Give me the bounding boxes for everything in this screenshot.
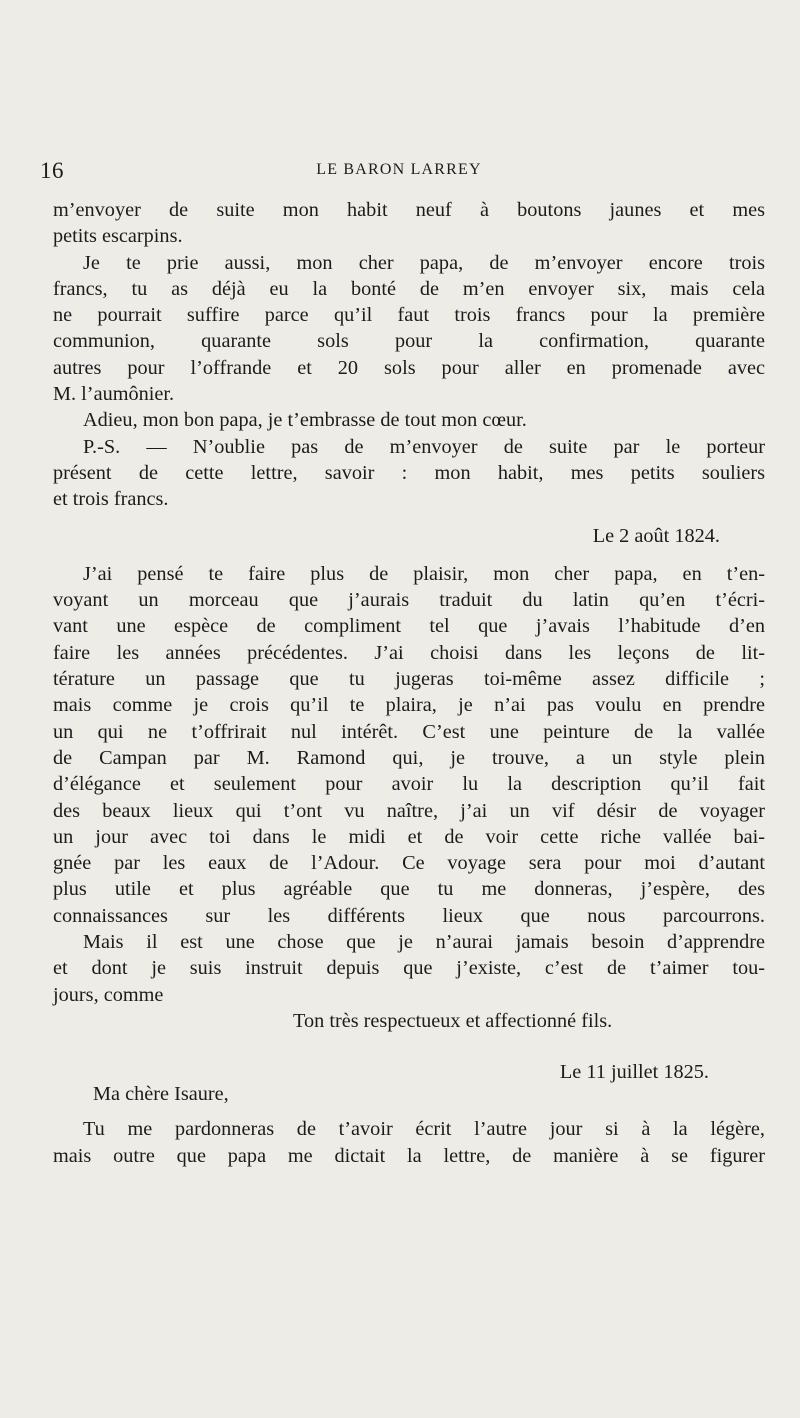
page-number: 16 [40, 158, 64, 183]
text-line: vant une espèce de compliment tel que j’avais l’habitude d’en [53, 615, 765, 638]
text-line: P.-S. — N’oublie pas de m’envoyer de suite par le porteur [83, 435, 765, 458]
text-line: un qui ne t’offrirait nul intérêt. C’est une peinture de la vallée [53, 720, 765, 743]
text-line: d’élégance et seulement pour avoir lu la description qu’il fait [53, 773, 765, 796]
letter-date: Le 2 août 1824. [592, 524, 720, 547]
text-line: M. l’aumônier. [53, 383, 175, 406]
text-line: connaissances sur les différents lieux que nous parcourrons. [53, 904, 765, 927]
text-line: communion, quarante sols pour la confirmation, quarante [53, 330, 765, 353]
page-header [40, 158, 760, 188]
body-text [53, 197, 765, 1169]
salutation: Ma chère Isaure, [93, 1083, 229, 1106]
signature-line: Ton très respectueux et affectionné fils. [293, 1009, 613, 1032]
text-line: autres pour l’offrande et 20 sols pour aller en promenade avec [53, 356, 765, 379]
text-line: Mais il est une chose que je n’aurai jamais besoin d’apprendre [83, 931, 765, 954]
text-line: Adieu, mon bon papa, je t’embrasse de tout mon cœur. [83, 409, 527, 432]
text-line: francs, tu as déjà eu la bonté de m’en envoyer six, mais cela [53, 277, 765, 300]
text-line: térature un passage que tu jugeras toi-même assez difficile ; [53, 668, 765, 691]
text-line: J’ai pensé te faire plus de plaisir, mon cher papa, en t’en- [83, 562, 765, 585]
text-line: et trois francs. [53, 488, 169, 511]
text-line: mais outre que papa me dictait la lettre, de manière à se figurer [53, 1144, 765, 1167]
text-line: petits escarpins. [53, 225, 183, 248]
letter-date: Le 11 juillet 1825. [559, 1061, 709, 1084]
text-line: mais comme je crois qu’il te plaira, je n’ai pas voulu en prendre [53, 694, 765, 717]
text-line: faire les années précédentes. J’ai choisi dans les leçons de lit- [53, 641, 765, 664]
text-line: plus utile et plus agréable que tu me donneras, j’espère, des [53, 878, 765, 901]
text-line: voyant un morceau que j’aurais traduit du latin qu’en t’écri- [53, 589, 765, 612]
running-title: LE BARON LARREY [316, 161, 482, 178]
text-line: des beaux lieux qui t’ont vu naître, j’ai un vif désir de voyager [53, 799, 765, 822]
text-line: présent de cette lettre, savoir : mon habit, mes petits souliers [53, 461, 765, 484]
text-line: un jour avec toi dans le midi et de voir cette riche vallée bai- [53, 825, 765, 848]
text-line: m’envoyer de suite mon habit neuf à boutons jaunes et mes [53, 199, 765, 221]
text-line: gnée par les eaux de l’Adour. Ce voyage sera pour moi d’autant [53, 852, 765, 875]
text-line: de Campan par M. Ramond qui, je trouve, a un style plein [53, 746, 765, 769]
text-line: Tu me pardonneras de t’avoir écrit l’autre jour si à la légère, [83, 1118, 765, 1141]
text-line: jours, comme [53, 983, 164, 1006]
text-line: Je te prie aussi, mon cher papa, de m’envoyer encore trois [83, 251, 765, 274]
text-line: ne pourrait suffire parce qu’il faut trois francs pour la première [53, 304, 765, 327]
text-line: et dont je suis instruit depuis que j’existe, c’est de t’aimer tou- [53, 957, 765, 980]
